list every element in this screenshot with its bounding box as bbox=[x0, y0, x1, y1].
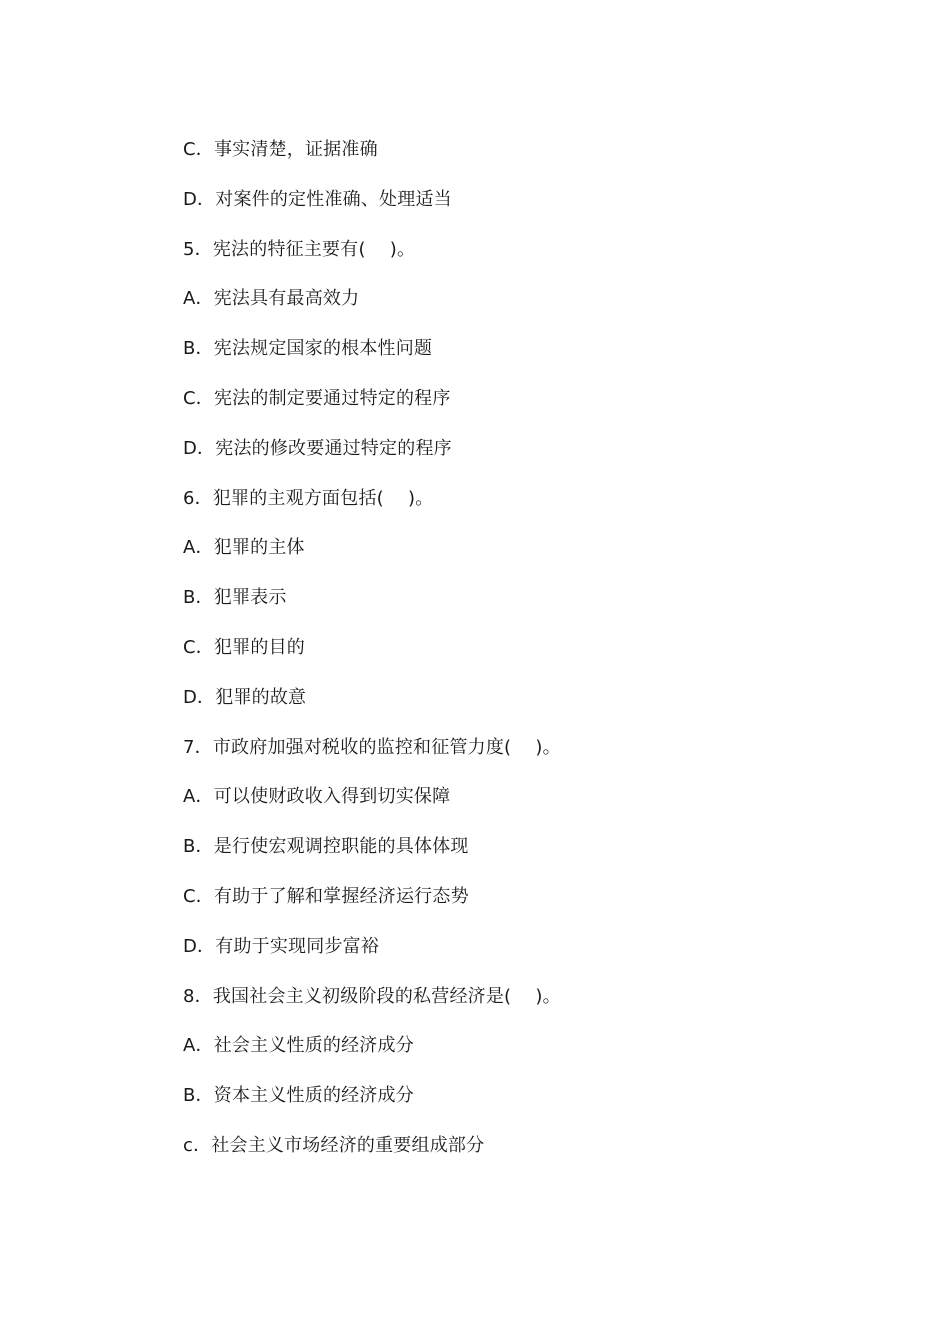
option-c-q6: C．犯罪的目的 bbox=[183, 636, 305, 658]
option-b-q7: B．是行使宏观调控职能的具体体现 bbox=[183, 836, 469, 858]
option-a-q6: A．犯罪的主体 bbox=[183, 537, 305, 559]
option-b-q8: B．资本主义性质的经济成分 bbox=[183, 1085, 414, 1107]
option-b-q6: B．犯罪表示 bbox=[183, 587, 287, 609]
option-a-q7: A．可以使财政收入得到切实保障 bbox=[183, 786, 451, 808]
option-d-q5: D．宪法的修改要通过特定的程序 bbox=[183, 437, 452, 459]
option-d-q6: D．犯罪的故意 bbox=[183, 686, 307, 708]
option-d-q7: D．有助于实现同步富裕 bbox=[183, 935, 380, 957]
question-7: 7．市政府加强对税收的监控和征管力度( )。 bbox=[183, 736, 561, 758]
option-c-q7: C．有助于了解和掌握经济运行态势 bbox=[183, 885, 469, 907]
question-5: 5．宪法的特征主要有( )。 bbox=[183, 238, 416, 260]
question-list bbox=[183, 136, 883, 1182]
option-c-q8: c．社会主义市场经济的重要组成部分 bbox=[183, 1134, 485, 1156]
question-8: 8．我国社会主义初级阶段的私营经济是( )。 bbox=[183, 985, 561, 1007]
option-c-q5: C．宪法的制定要通过特定的程序 bbox=[183, 387, 451, 409]
option-a-q5: A．宪法具有最高效力 bbox=[183, 288, 360, 310]
question-6: 6．犯罪的主观方面包括( )。 bbox=[183, 487, 434, 509]
option-c-q4: C．事实清楚，证据准确 bbox=[183, 139, 378, 160]
option-d-q4: D．对案件的定性准确、处理适当 bbox=[183, 188, 452, 210]
option-a-q8: A．社会主义性质的经济成分 bbox=[183, 1035, 414, 1057]
option-b-q5: B．宪法规定国家的根本性问题 bbox=[183, 338, 433, 360]
